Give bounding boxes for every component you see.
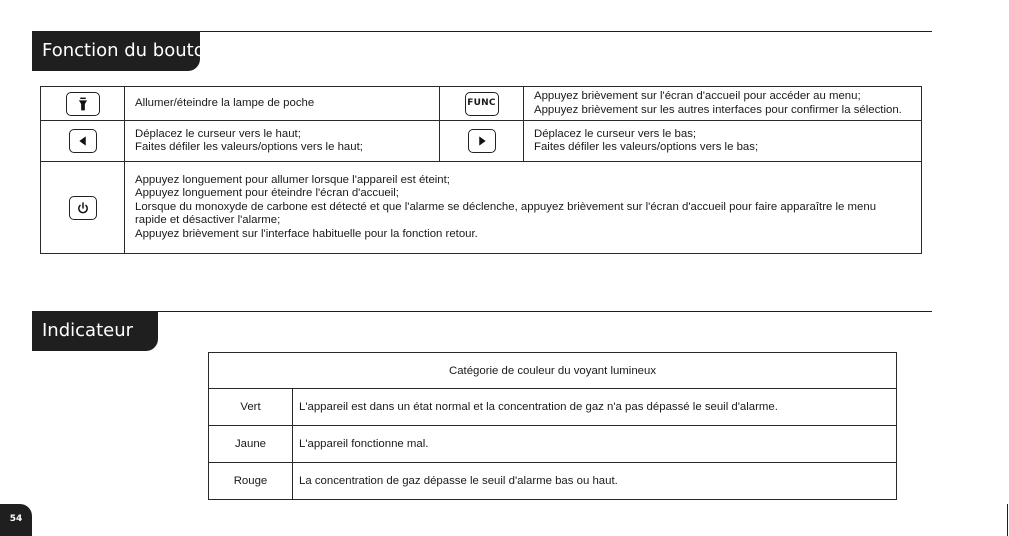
indicator-description: L'appareil fonctionne mal. (293, 426, 897, 463)
left-arrow-icon (69, 129, 97, 153)
text-line: Déplacez le curseur vers le bas; (534, 127, 697, 140)
icon-cell (41, 162, 125, 254)
func-key-label: FUNC (467, 97, 496, 108)
text-line: Faites défiler les valeurs/options vers le bas; (534, 141, 759, 153)
page-number: 54 (0, 504, 32, 536)
text-line: Appuyez brièvement sur l'interface habituelle pour la fonction retour. (135, 227, 478, 240)
indicator-description: L'appareil est dans un état normal et la concentration de gaz n'a pas dépassé le seuil d'alarme. (293, 389, 897, 426)
text-line: Appuyez brièvement sur l'écran d'accueil pour accéder au menu; (534, 90, 861, 102)
section-title: Fonction du bouton (32, 31, 200, 71)
text-line: Appuyez longuement pour éteindre l'écran d'accueil; (135, 187, 399, 200)
indicator-color: Vert (209, 389, 293, 426)
table-row (41, 87, 922, 121)
indicator-table-header: Catégorie de couleur du voyant lumineux (209, 353, 897, 389)
table-row (209, 426, 897, 463)
indicator-table (208, 352, 897, 500)
flashlight-description: Allumer/éteindre la lampe de poche (125, 87, 440, 121)
right-arrow-icon (468, 129, 496, 153)
power-description (125, 162, 922, 254)
text-line: Faites défiler les valeurs/options vers le haut; (135, 141, 363, 153)
flashlight-icon (66, 92, 100, 116)
text-line: rapide et désactiver l'alarme; (135, 214, 281, 227)
func-description (524, 87, 922, 121)
indicator-description: La concentration de gaz dépasse le seuil d'alarme bas ou haut. (293, 463, 897, 500)
icon-cell (440, 121, 524, 162)
section-rule (32, 311, 932, 312)
table-row (209, 389, 897, 426)
icon-cell (41, 87, 125, 121)
power-icon (69, 196, 97, 220)
table-row (41, 162, 922, 254)
text-line: Déplacez le curseur vers le haut; (135, 127, 301, 140)
left-description (125, 121, 440, 162)
indicator-color: Jaune (209, 426, 293, 463)
indicator-color: Rouge (209, 463, 293, 500)
table-row (209, 463, 897, 500)
table-header-row (209, 353, 897, 389)
text-line: Appuyez brièvement sur les autres interfaces pour confirmer la sélection. (534, 103, 902, 116)
right-description (524, 121, 922, 162)
button-function-table (40, 86, 922, 254)
margin-line (1007, 504, 1008, 536)
icon-cell (41, 121, 125, 162)
section-title: Indicateur (32, 311, 158, 351)
text-line: Lorsque du monoxyde de carbone est détecté et que l'alarme se déclenche, appuyez brièvement sur l'écran d'accueil pour faire apparaître le menu (135, 200, 877, 213)
table-row (41, 121, 922, 162)
icon-cell (440, 87, 524, 121)
text-line: Appuyez longuement pour allumer lorsque l'appareil est éteint; (135, 173, 450, 186)
func-key-icon (465, 92, 499, 116)
